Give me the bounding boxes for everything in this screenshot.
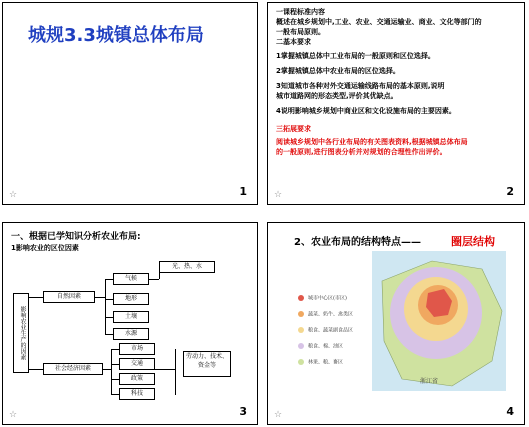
- slide-4-highlight: 圈层结构: [451, 235, 495, 248]
- star-icon: ☆: [274, 190, 283, 200]
- text-line: 1掌握城镇总体中工业布局的一般原则和区位选择。: [276, 52, 435, 60]
- connector: [111, 349, 119, 350]
- transport-box: 交通: [119, 358, 155, 370]
- slide-3-subtitle: 1影响农业的区位因素: [11, 244, 79, 252]
- climate-box: 气候: [113, 273, 149, 285]
- legend-swatch: [298, 359, 304, 365]
- slide-1-title: 城规3.3城镇总体布局: [28, 25, 204, 46]
- policy-box: 政策: [119, 373, 155, 385]
- legend-swatch: [298, 327, 304, 333]
- text-line: 3知道城市各种对外交通运输线路布局的基本原则,说明: [276, 82, 445, 90]
- slide-number: 1: [239, 185, 247, 198]
- star-icon: ☆: [9, 190, 18, 200]
- text-line: 一般布局原则。: [276, 28, 325, 36]
- red-line: 的一般原则,进行图表分析并对规划的合理性作出评价。: [276, 148, 447, 156]
- red-heading: 三拓展要求: [276, 125, 311, 133]
- connector: [149, 279, 159, 280]
- connector: [95, 297, 105, 298]
- legend-item: 粮食、蔬菜副食品区: [298, 327, 353, 335]
- star-icon: ☆: [274, 410, 283, 420]
- connector: [111, 349, 112, 395]
- text-line: 城市道路网的形态类型,评价其优缺点。: [276, 92, 398, 100]
- connector: [111, 394, 119, 395]
- connector: [105, 317, 113, 318]
- red-line: 阅读城乡规划中各行业布局的有关图表资料,根据城镇总体布局: [276, 138, 468, 146]
- connector: [103, 369, 111, 370]
- legend-item: 粮食、棉、油区: [298, 343, 343, 351]
- slide-4[interactable]: [267, 222, 525, 425]
- slide-4-title: 2、农业布局的结构特点——: [294, 237, 421, 248]
- slide-3[interactable]: [2, 222, 258, 425]
- terrain-box: 地形: [113, 293, 149, 305]
- legend-item: 蔬菜、奶牛、禽类区: [298, 311, 353, 319]
- ring-structure-map: [372, 251, 506, 391]
- map-label: 浙江省: [420, 378, 439, 385]
- legend-swatch: [298, 343, 304, 349]
- connector: [111, 379, 119, 380]
- connector: [105, 279, 106, 335]
- slide-2[interactable]: [267, 2, 525, 205]
- connector: [105, 299, 113, 300]
- market-box: 市场: [119, 343, 155, 355]
- slide-1[interactable]: [2, 2, 258, 205]
- legend-swatch: [298, 295, 304, 301]
- slide-2-body: [276, 7, 518, 157]
- text-line: 概述在城乡规划中,工业、农业、交通运输业、商业、文化等部门的: [276, 18, 482, 26]
- slide-number: 2: [506, 185, 514, 198]
- text-line: 一课程标准内容: [276, 8, 325, 16]
- slide-number: 4: [506, 405, 514, 418]
- text-line: 2掌握城镇总体中农业布局的区位选择。: [276, 67, 400, 75]
- social-factor-box: 社会经济因素: [43, 363, 103, 375]
- technology-box: 科技: [119, 388, 155, 400]
- labor-tech-capital-box: 劳动力、技术、资金等: [183, 351, 231, 377]
- slide-number: 3: [239, 405, 247, 418]
- factor-main-box: 影响农业生产的因素: [13, 293, 29, 373]
- slide-3-title: 一、根据已学知识分析农业布局:: [11, 232, 141, 242]
- connector: [175, 349, 176, 395]
- connector: [29, 297, 43, 298]
- legend-swatch: [298, 311, 304, 317]
- connector: [29, 369, 43, 370]
- legend-item: 城市中心区(市区): [298, 295, 347, 303]
- natural-factor-box: 自然因素: [43, 291, 95, 303]
- soil-box: 土壤: [113, 311, 149, 323]
- water-box: 水源: [113, 328, 149, 340]
- light-heat-water-box: 光、热、水: [159, 261, 215, 273]
- text-line: 二基本要求: [276, 38, 311, 46]
- legend-item: 林果、粮、畜区: [298, 359, 343, 367]
- connector: [111, 364, 119, 365]
- connector: [105, 334, 113, 335]
- connector: [105, 279, 113, 280]
- connector: [155, 369, 175, 370]
- star-icon: ☆: [9, 410, 18, 420]
- text-line: 4说明影响城乡规划中商业区和文化设施布局的主要因素。: [276, 107, 456, 115]
